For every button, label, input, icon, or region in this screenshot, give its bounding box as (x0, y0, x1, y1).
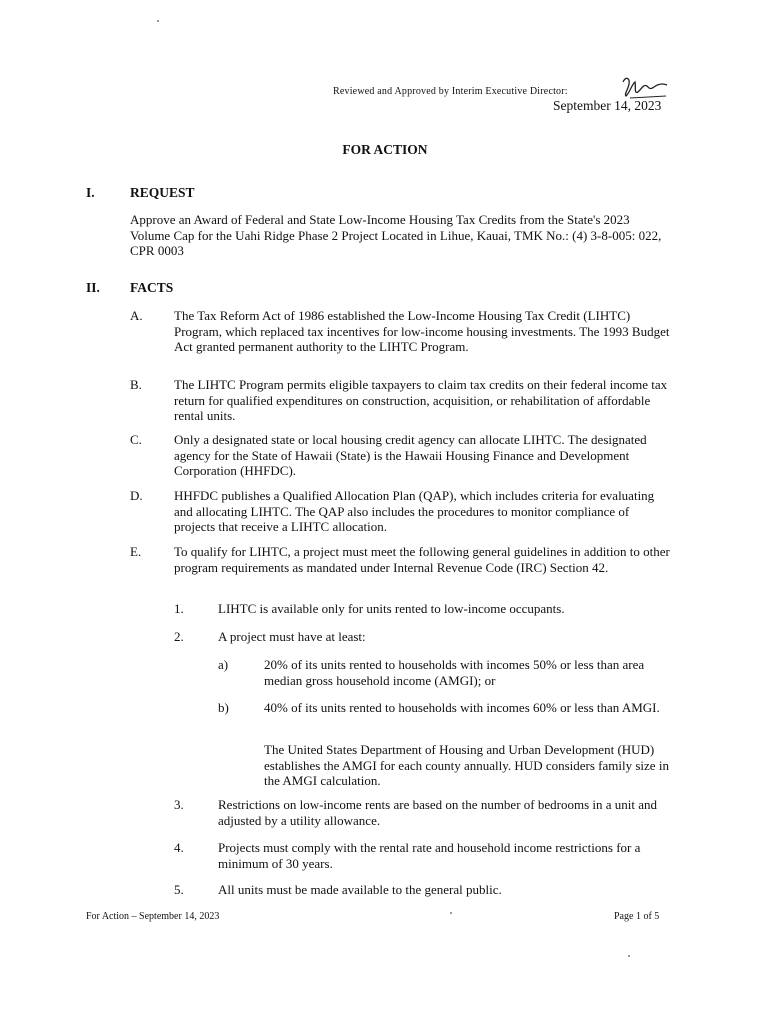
review-line: Reviewed and Approved by Interim Executive Director: (333, 86, 568, 97)
sub-letter: a) (218, 657, 229, 672)
guideline-number: 2. (174, 629, 184, 644)
fact-b-text: The LIHTC Program permits eligible taxpayers to claim tax credits on their federal income tax return for qualified expenditures on construction, acquisition, or rehabilitation of affordable rental units. (174, 377, 668, 423)
guideline-5-text: All units must be made available to the general public. (218, 882, 502, 897)
guideline-number: 4. (174, 840, 184, 855)
guideline-3-text: Restrictions on low-income rents are based on the number of bedrooms in a unit and adjusted by a utility allowance. (218, 797, 658, 828)
scan-speck (450, 912, 452, 914)
guideline-1-text: LIHTC is available only for units rented to low-income occupants. (218, 601, 565, 616)
fact-c-text: Only a designated state or local housing credit agency can allocate LIHTC. The designated agency for the State of Hawaii (State) is the Hawaii Housing Finance and Development Corporation (HHFDC). (174, 432, 647, 478)
page-number: Page 1 of 5 (614, 911, 660, 922)
section-1-heading: REQUEST (130, 185, 195, 200)
section-1-number: I. (86, 185, 95, 200)
guideline-4-text: Projects must comply with the rental rate and household income restrictions for a minimum of 30 years. (218, 840, 641, 871)
guideline-number: 5. (174, 882, 184, 897)
fact-a-text: The Tax Reform Act of 1986 established the Low-Income Housing Tax Credit (LIHTC) Program, which replaced tax incentives for low-income housing investments. The 1993 Budget Act granted permanent authority to the LIHTC Program. (174, 308, 670, 354)
document-date: September 14, 2023 (553, 98, 662, 113)
sub-letter: b) (218, 700, 229, 715)
scan-speck (628, 955, 630, 957)
sub-b-text: 40% of its units rented to households with incomes 60% or less than AMGI. (264, 700, 660, 715)
sub-a-text: 20% of its units rented to households with incomes 50% or less than area median gross household income (AMGI); or (264, 657, 645, 688)
fact-e-text: To qualify for LIHTC, a project must meet the following general guidelines in addition to other program requirements as mandated under Internal Revenue Code (IRC) Section 42. (174, 544, 670, 575)
fact-letter: C. (130, 432, 142, 447)
fact-letter: D. (130, 488, 143, 503)
scan-speck (157, 20, 159, 22)
section-2-number: II. (86, 280, 100, 295)
hud-note: The United States Department of Housing and Urban Development (HUD) establishes the AMGI for each county annually. HUD considers family size in the AMGI calculation. (264, 742, 669, 788)
request-text: Approve an Award of Federal and State Low-Income Housing Tax Credits from the State's 2023 Volume Cap for the Uahi Ridge Phase 2 Project Located in Lihue, Kauai, TMK No.: (4) 3-8-005: 022, CPR 0003 (130, 212, 662, 258)
page-title: FOR ACTION (342, 142, 428, 157)
fact-d-text: HHFDC publishes a Qualified Allocation Plan (QAP), which includes criteria for evaluating and allocating LIHTC. The QAP also includes the procedures to monitor compliance of projects that receive a LIHTC allocation. (174, 488, 655, 534)
fact-letter: E. (130, 544, 142, 559)
guideline-number: 1. (174, 601, 184, 616)
fact-letter: A. (130, 308, 143, 323)
guideline-number: 3. (174, 797, 184, 812)
guideline-2-text: A project must have at least: (218, 629, 366, 644)
fact-letter: B. (130, 377, 142, 392)
footer-left: For Action – September 14, 2023 (86, 911, 220, 922)
signature-icon (620, 74, 670, 100)
section-2-heading: FACTS (130, 280, 174, 295)
